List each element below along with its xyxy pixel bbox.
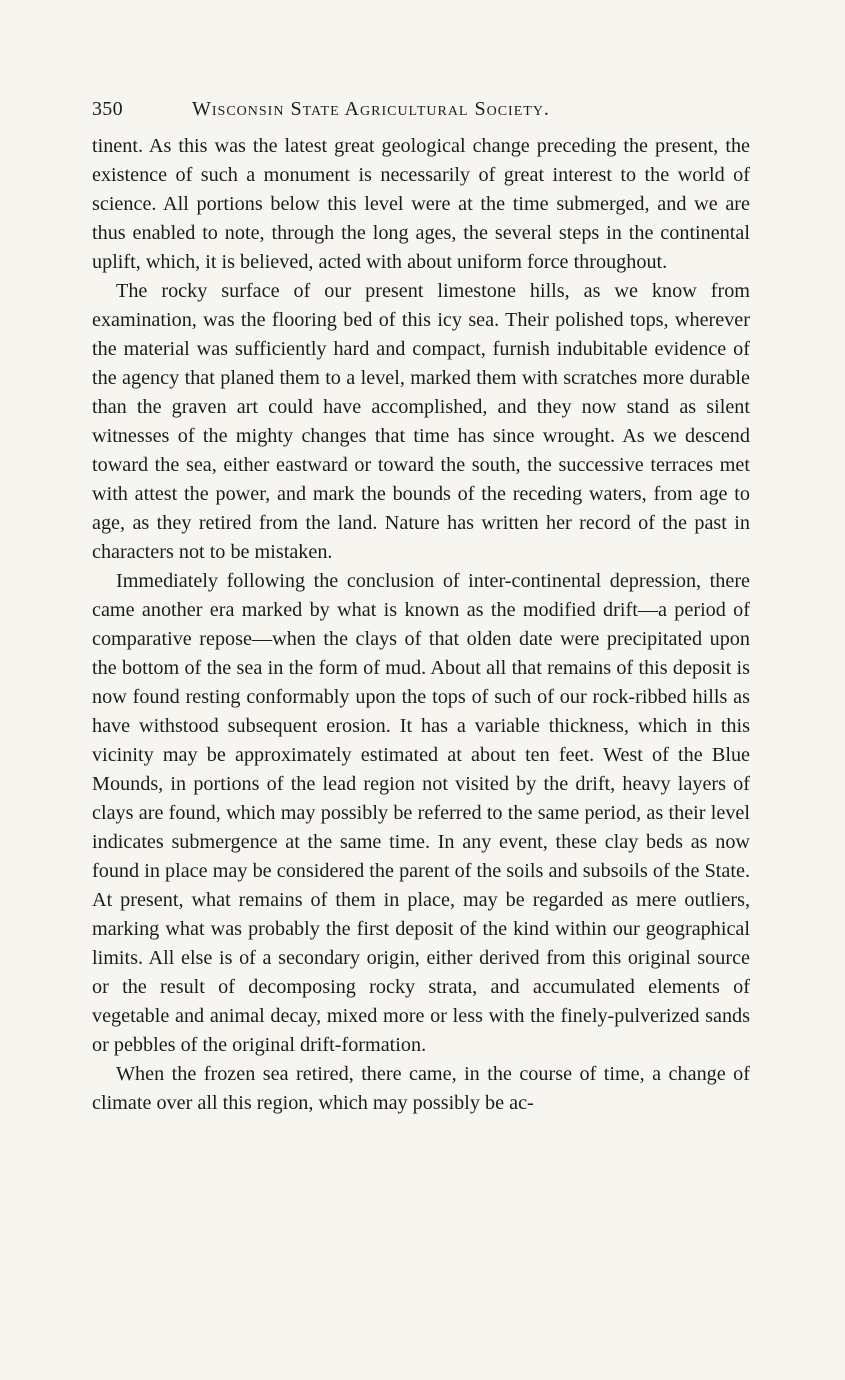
page-number: 350 — [92, 98, 123, 120]
book-page — [92, 98, 750, 1118]
paragraph-continuation: tinent. As this was the latest great geological change preceding the present, the existence of such a monument is necessarily of great interest to the world of science. All portions below this level were at the time submerged, and we are thus enabled to note, through the long ages, the several steps in the continental uplift, which, it is believed, acted with about uniform force throughout. — [92, 135, 750, 273]
body-text — [92, 132, 750, 1118]
running-title: Wisconsin State Agricultural Society. — [192, 98, 550, 120]
paragraph-limestone-hills: The rocky surface of our present limestone hills, as we know from examination, was the flooring bed of this icy sea. Their polished tops, wherever the material was sufficiently hard and compact, furnish indubitable evidence of the agency that planed them to a level, marked them with scratches more durable than the graven art could have accomplished, and they now stand as silent witnesses of the mighty changes that time has since wrought. As we descend toward the sea, either eastward or toward the south, the successive terraces met with attest the power, and mark the bounds of the receding waters, from age to age, as they retired from the land. Nature has written her record of the past in characters not to be mistaken. — [92, 280, 750, 563]
paragraph-climate-change: When the frozen sea retired, there came, in the course of time, a change of climate over all this region, which may possibly be ac- — [92, 1063, 750, 1114]
paragraph-modified-drift: Immediately following the conclusion of inter-continental depression, there came another era marked by what is known as the modified drift—a period of comparative repose—when the clays of that olden date were precipitated upon the bottom of the sea in the form of mud. About all that remains of this deposit is now found resting conformably upon the tops of such of our rock-ribbed hills as have withstood subsequent erosion. It has a variable thickness, which in this vicinity may be approximately estimated at about ten feet. West of the Blue Mounds, in portions of the lead region not visited by the drift, heavy layers of clays are found, which may possibly be referred to the same period, as their level indicates submergence at the same time. In any event, these clay beds as now found in place may be considered the parent of the soils and subsoils of the State. At present, what remains of them in place, may be regarded as mere outliers, marking what was probably the first deposit of the kind within our geographical limits. All else is of a secondary origin, either derived from this original source or the result of decomposing rocky strata, and accumulated elements of vegetable and animal decay, mixed more or less with the finely-pulverized sands or pebbles of the original drift-formation. — [92, 570, 750, 1056]
page-header — [92, 98, 750, 132]
